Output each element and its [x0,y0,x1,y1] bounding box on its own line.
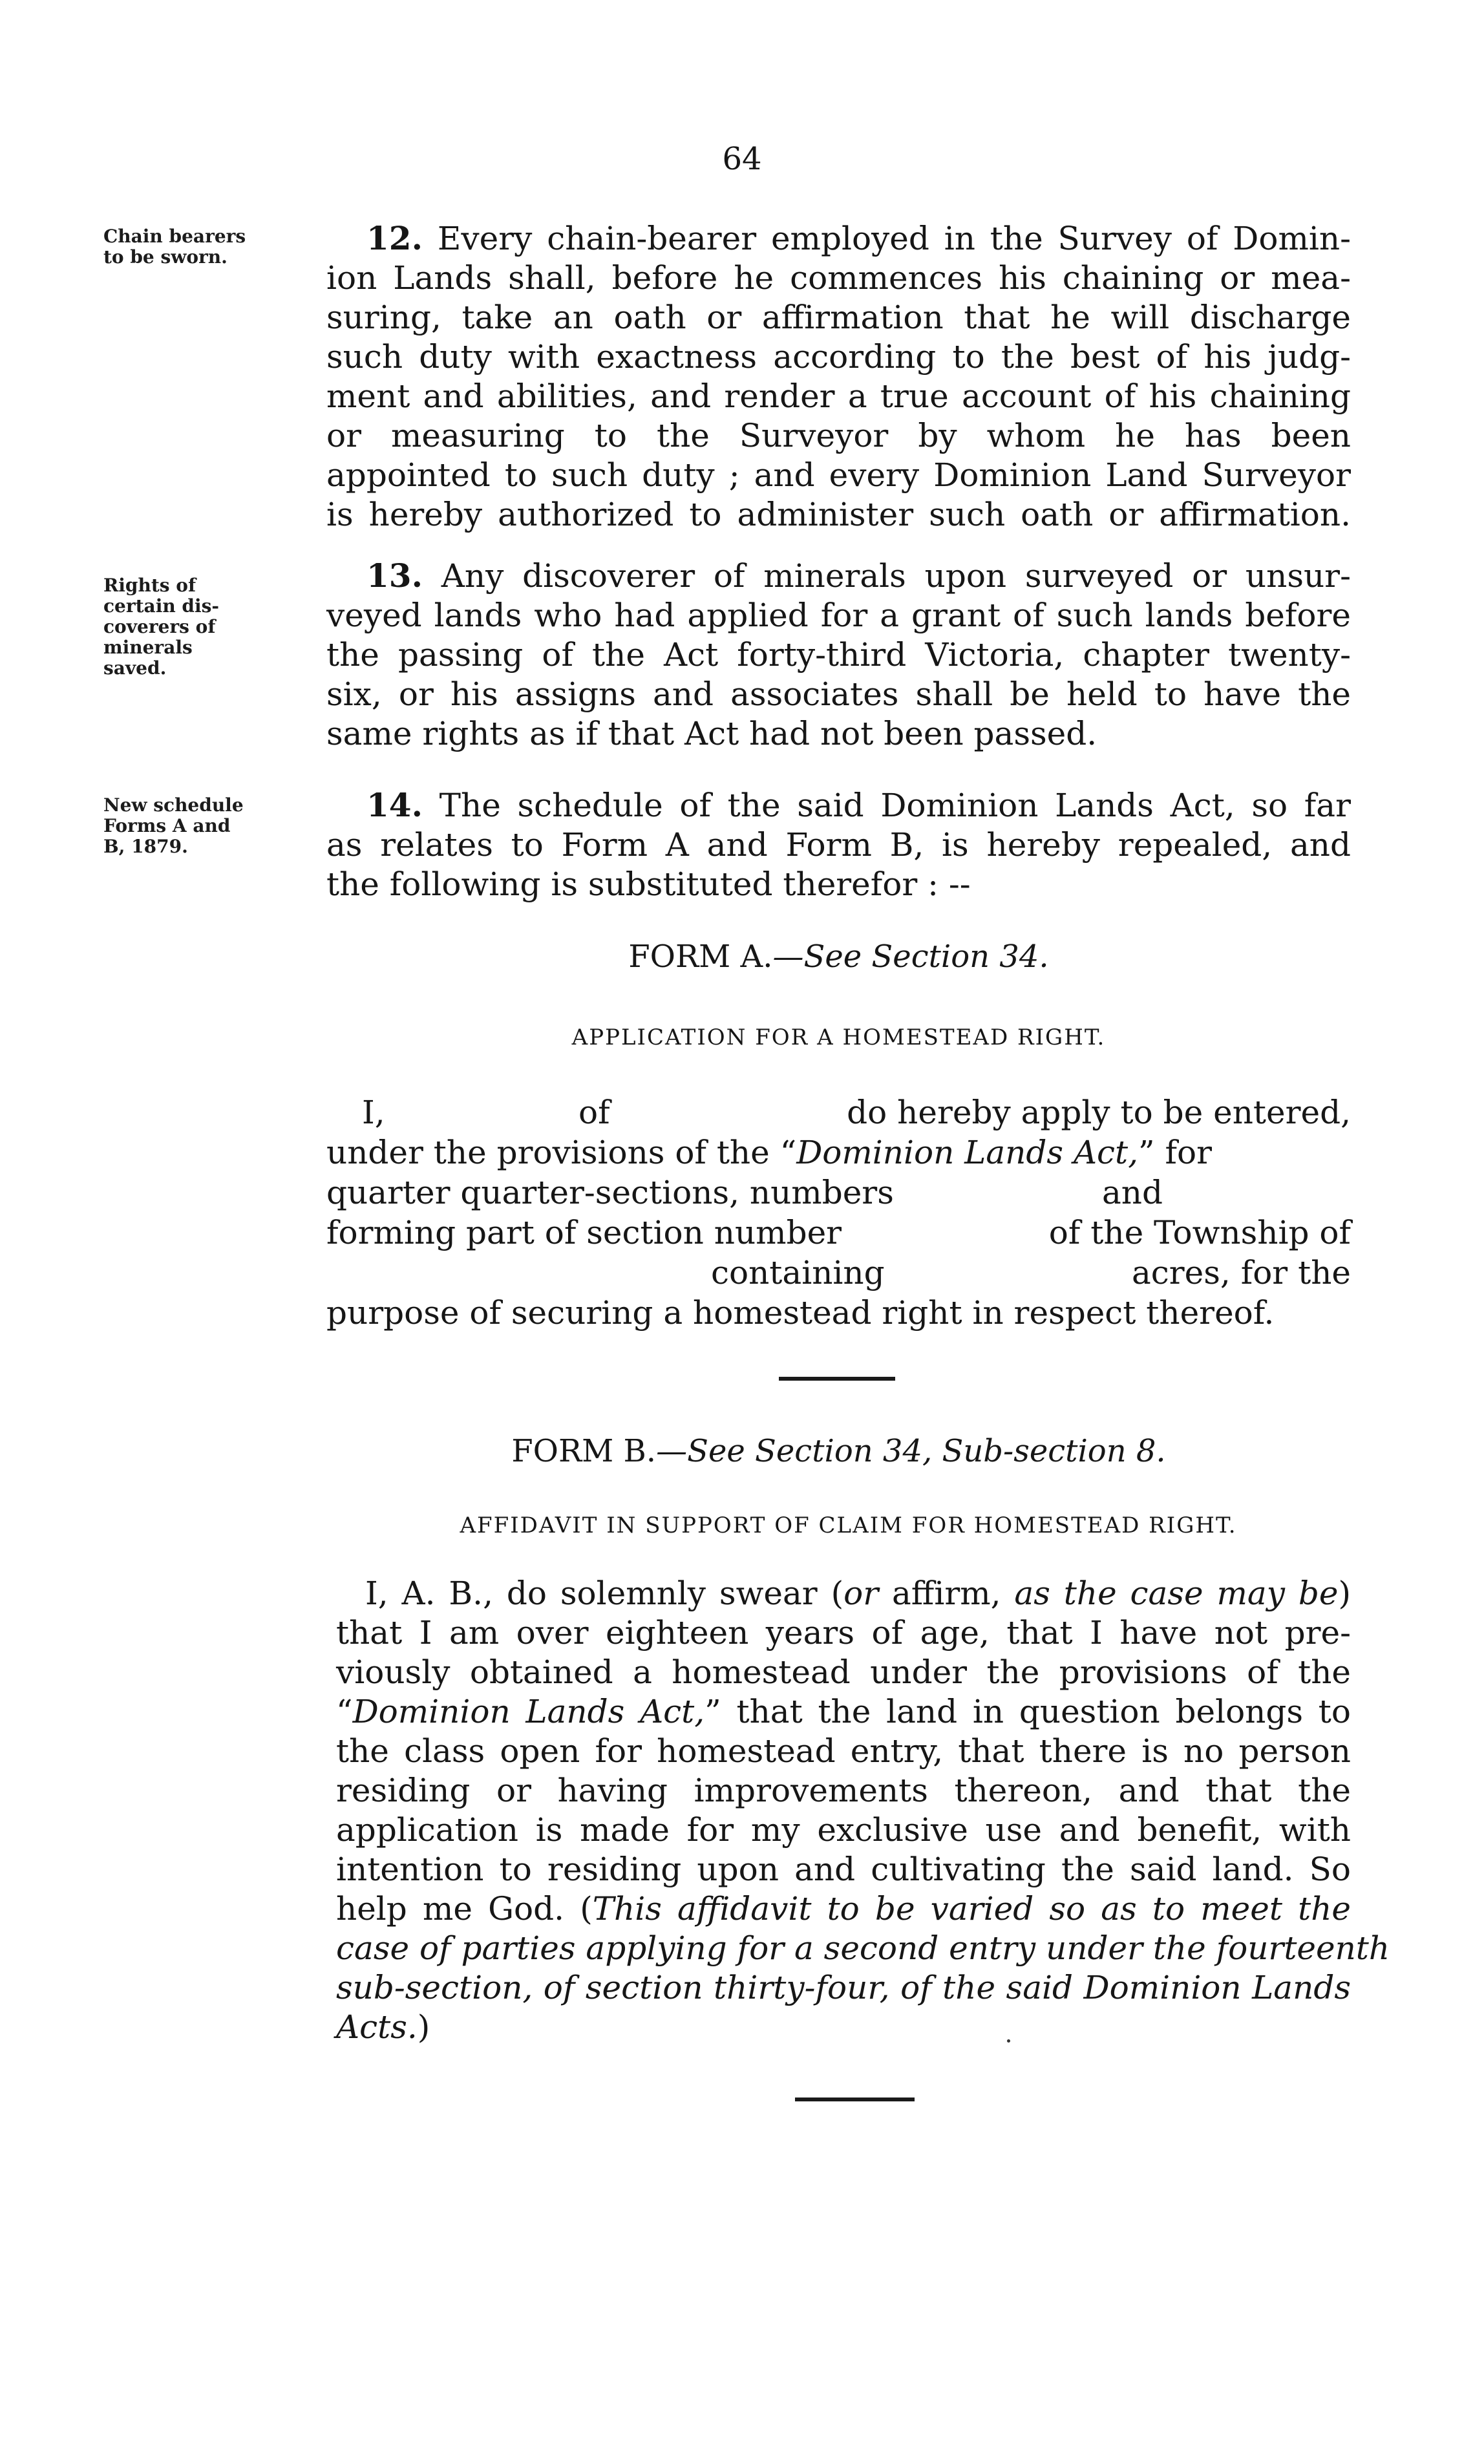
section-13-text [326,556,1351,754]
form-a-text: purpose of securing a homestead right in respect thereof. [326,1294,1275,1332]
margin-note-line: saved. [103,657,167,679]
margin-note-line: to be sworn. [103,246,228,268]
section-number: 13. [366,557,423,595]
margin-note-line: minerals [103,637,193,658]
form-b-text [336,1574,1390,2047]
section-12-line: or measuring to the Surveyor by whom he has been [326,417,1351,454]
section-divider [779,1377,895,1381]
form-a-text: quarter quarter-sections, numbers [326,1174,894,1211]
form-a-row [326,1173,1351,1213]
section-14-line-1: 14. The schedule of the said Dominion Lands Act, so far [366,786,1351,824]
end-divider [795,2098,915,2101]
section-12-line: is hereby authorized to administer such oath or affirmation. [326,496,1351,533]
section-12-line: ment and abilities, and render a true account of his chaining [326,377,1351,415]
section-14-text [326,785,1351,904]
form-b-line: application is made for my exclusive use and benefit, with [336,1811,1351,1849]
margin-note-section-12 [103,226,323,268]
form-b-line: residing or having improvements thereon, and that the [336,1772,1351,1809]
form-a-body [326,1092,1351,1333]
form-a-text: under the provisions of the “Dominion Lands Act,” for [326,1134,1213,1171]
section-13-line: the passing of the Act forty-third Victoria, chapter twenty- [326,636,1351,674]
form-b-line: that I am over eighteen years of age, that I have not pre- [336,1614,1351,1652]
form-a-row [326,1092,1351,1132]
form-a-subtitle: APPLICATION FOR A HOMESTEAD RIGHT. [571,1025,1106,1050]
section-12-line: such duty with exactness according to the best of his judg- [326,338,1351,376]
form-b-line: intention to residing upon and cultivating the said land. So [336,1851,1351,1888]
form-b-line: viously obtained a homestead under the provisions of the [336,1653,1351,1691]
margin-note-line: certain dis- [103,595,220,617]
section-13-line: six, or his assigns and associates shall be held to have the [326,675,1351,713]
section-14-line: the following is substituted therefor : -- [326,866,971,903]
margin-note-line: B, 1879. [103,836,188,857]
form-a-text: forming part of section number [326,1214,842,1251]
section-12-line: suring, take an oath or affirmation that he will discharge [326,299,1351,336]
section-13-line-1: 13. Any discoverer of minerals upon surveyed or unsur- [366,557,1351,595]
section-number: 14. [366,786,423,824]
form-a-row [326,1253,1351,1293]
form-b-line: the class open for homestead entry, that there is no person [336,1732,1351,1770]
form-b-line: I, A. B., do solemnly swear (or affirm, as the case may be) [365,1575,1351,1612]
section-13-line: same rights as if that Act had not been passed. [326,715,1097,752]
form-a-row [326,1293,1351,1333]
section-14-line: as relates to Form A and Form B, is hereby repealed, and [326,826,1351,864]
form-a-section-ref: —See Section 34. [772,939,1049,975]
section-13-line: veyed lands who had applied for a grant of such lands before [326,597,1351,634]
form-b-line: help me God. (This affidavit to be varied so as to meet the [336,1890,1351,1928]
form-a-row [326,1132,1351,1173]
form-b-line: “Dominion Lands Act,” that the land in question belongs to [336,1693,1351,1730]
margin-note-line: coverers of [103,616,216,637]
section-number: 12. [366,219,423,257]
margin-note-line: Rights of [103,575,196,596]
form-b-line: case of parties applying for a second entry under the fourteenth [336,1929,1390,1967]
section-12-line-1: 12. Every chain-bearer employed in the Survey of Domin- [366,219,1351,257]
speck-mark [1007,2039,1010,2043]
form-b-title: FORM B.—See Section 34, Sub-section 8. [511,1433,1166,1469]
form-b-line: Acts.) [336,2008,430,2046]
section-12-text [326,218,1351,535]
margin-note-line: Chain bearers [103,226,246,247]
form-a-row [326,1213,1351,1253]
margin-note-line: New schedule [103,794,244,816]
section-12-line: appointed to such duty ; and every Dominion Land Surveyor [326,456,1351,494]
form-a-text: containing [711,1254,885,1291]
form-a-text: and [1102,1174,1163,1211]
margin-note-line: Forms A and [103,815,231,836]
form-b-section-ref: —See Section 34, Sub-section 8. [656,1433,1166,1469]
form-a-title: FORM A.—See Section 34. [628,939,1049,975]
section-12-line: ion Lands shall, before he commences his chaining or mea- [326,259,1351,297]
margin-note-section-14 [103,795,323,857]
form-a-text: do hereby apply to be entered, [847,1094,1351,1131]
page-number: 64 [722,141,762,177]
form-a-text: of the Township of [1048,1214,1351,1251]
form-b-subtitle: AFFIDAVIT IN SUPPORT OF CLAIM FOR HOMESTEAD RIGHT. [460,1513,1237,1538]
form-b-line: sub-section, of section thirty-four, of the said Dominion Lands [336,1969,1351,2006]
form-a-text: of [578,1094,610,1131]
form-a-text: I, [362,1094,385,1131]
form-a-text: acres, for the [1131,1254,1351,1291]
margin-note-section-13 [103,575,323,679]
